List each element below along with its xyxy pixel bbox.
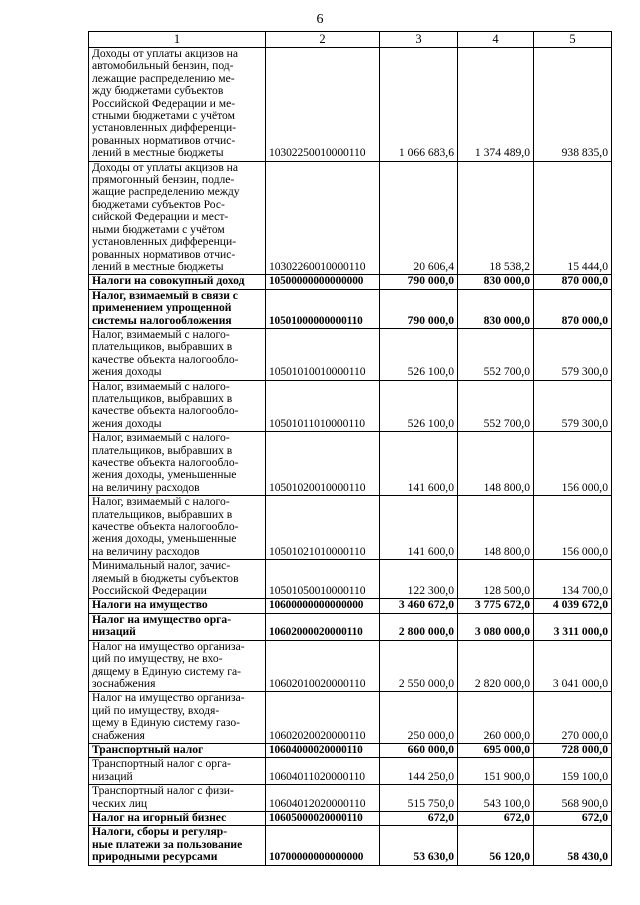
- page-number: 6: [316, 12, 324, 27]
- row-value-col5: 156 000,0: [534, 432, 612, 496]
- row-value-col4: 3 080 000,0: [458, 613, 534, 640]
- row-value-col4: 552 700,0: [458, 380, 534, 432]
- table-row: [89, 328, 612, 380]
- row-value-col4: 830 000,0: [458, 275, 534, 289]
- column-header: 2: [266, 32, 380, 48]
- row-value-col5: 870 000,0: [534, 275, 612, 289]
- row-value-col3: 515 750,0: [380, 785, 458, 812]
- table-row: [89, 560, 612, 599]
- column-header: 3: [380, 32, 458, 48]
- row-name-cell: Транспортный налог с физи- ческих лиц: [89, 785, 266, 812]
- row-value-col4: 830 000,0: [458, 289, 534, 328]
- row-value-col4: 18 538,2: [458, 161, 534, 275]
- row-name-cell: Налог на имущество организа- ций по имуществу, входя- щему в Единую систему газо- снабжения: [89, 692, 266, 744]
- row-value-col3: 141 600,0: [380, 432, 458, 496]
- row-value-col5: 4 039 672,0: [534, 599, 612, 613]
- row-value-col5: 938 835,0: [534, 48, 612, 162]
- row-value-col5: 270 000,0: [534, 692, 612, 744]
- column-header: 4: [458, 32, 534, 48]
- row-value-col5: 134 700,0: [534, 560, 612, 599]
- row-code-cell: 10700000000000000: [266, 826, 380, 865]
- row-value-col3: 141 600,0: [380, 496, 458, 560]
- row-name-cell: Налог на имущество орга- низаций: [89, 613, 266, 640]
- row-value-col3: 20 606,4: [380, 161, 458, 275]
- table-row: [89, 758, 612, 785]
- row-name-cell: Доходы от уплаты акцизов на прямогонный бензин, подле- жащие распределению между бюджетами субъектов Рос- сийской Федерации и мест- ными бюджетами с учётом установленных дифференци- рованных нормативов отчис- лений в местные бюджеты: [89, 161, 266, 275]
- row-value-col3: 53 630,0: [380, 826, 458, 865]
- row-value-col4: 151 900,0: [458, 758, 534, 785]
- row-value-col3: 3 460 672,0: [380, 599, 458, 613]
- table-row: [89, 496, 612, 560]
- table-row: [89, 811, 612, 825]
- row-name-cell: Налоги на совокупный доход: [89, 275, 266, 289]
- row-value-col5: 3 311 000,0: [534, 613, 612, 640]
- row-code-cell: 10501010010000110: [266, 328, 380, 380]
- table-header-row: [89, 32, 612, 48]
- row-code-cell: 10602010020000110: [266, 640, 380, 692]
- table-body: [89, 48, 612, 866]
- row-value-col4: 2 820 000,0: [458, 640, 534, 692]
- row-value-col3: 790 000,0: [380, 289, 458, 328]
- row-code-cell: 10604012020000110: [266, 785, 380, 812]
- row-code-cell: 10501021010000110: [266, 496, 380, 560]
- row-value-col4: 56 120,0: [458, 826, 534, 865]
- row-value-col5: 159 100,0: [534, 758, 612, 785]
- row-code-cell: 10501000000000110: [266, 289, 380, 328]
- row-code-cell: 10605000020000110: [266, 811, 380, 825]
- row-value-col3: 790 000,0: [380, 275, 458, 289]
- table-row: [89, 640, 612, 692]
- table-row: [89, 432, 612, 496]
- row-value-col5: 156 000,0: [534, 496, 612, 560]
- column-header: 1: [89, 32, 266, 48]
- row-value-col3: 526 100,0: [380, 328, 458, 380]
- table-row: [89, 48, 612, 162]
- row-value-col5: 728 000,0: [534, 743, 612, 757]
- table-row: [89, 289, 612, 328]
- row-value-col5: 672,0: [534, 811, 612, 825]
- row-code-cell: 10602020020000110: [266, 692, 380, 744]
- table-row: [89, 692, 612, 744]
- row-value-col3: 122 300,0: [380, 560, 458, 599]
- table-row: [89, 743, 612, 757]
- row-value-col5: 568 900,0: [534, 785, 612, 812]
- row-value-col5: 579 300,0: [534, 380, 612, 432]
- table-row: [89, 785, 612, 812]
- row-value-col3: 672,0: [380, 811, 458, 825]
- row-name-cell: Налог, взимаемый с налого- плательщиков, выбравших в качестве объекта налогообло- жения доходы: [89, 380, 266, 432]
- row-name-cell: Налог, взимаемый с налого- плательщиков, выбравших в качестве объекта налогообло- жения доходы, уменьшенные на величину расходов: [89, 496, 266, 560]
- row-value-col5: 15 444,0: [534, 161, 612, 275]
- row-name-cell: Доходы от уплаты акцизов на автомобильный бензин, под- лежащие распределению ме- жду бюджетами субъектов Российской Федерации и ме- стными бюджетами с учётом установленных дифференци- рованных нормативов отчис- лений в местные бюджеты: [89, 48, 266, 162]
- row-name-cell: Транспортный налог с орга- низаций: [89, 758, 266, 785]
- row-code-cell: 10501020010000110: [266, 432, 380, 496]
- row-code-cell: 10602000020000110: [266, 613, 380, 640]
- row-code-cell: 10604011020000110: [266, 758, 380, 785]
- row-code-cell: 10604000020000110: [266, 743, 380, 757]
- row-name-cell: Налоги, сборы и регуляр- ные платежи за пользование природными ресурсами: [89, 826, 266, 865]
- row-value-col3: 526 100,0: [380, 380, 458, 432]
- row-value-col3: 1 066 683,6: [380, 48, 458, 162]
- revenue-table: [88, 31, 612, 866]
- row-name-cell: Налог, взимаемый с налого- плательщиков, выбравших в качестве объекта налогообло- жения доходы: [89, 328, 266, 380]
- table-row: [89, 161, 612, 275]
- row-value-col4: 695 000,0: [458, 743, 534, 757]
- row-name-cell: Налог, взимаемый с налого- плательщиков, выбравших в качестве объекта налогообло- жения доходы, уменьшенные на величину расходов: [89, 432, 266, 496]
- row-name-cell: Транспортный налог: [89, 743, 266, 757]
- row-name-cell: Налоги на имущество: [89, 599, 266, 613]
- row-value-col5: 3 041 000,0: [534, 640, 612, 692]
- row-value-col4: 3 775 672,0: [458, 599, 534, 613]
- row-code-cell: 10302250010000110: [266, 48, 380, 162]
- row-value-col4: 128 500,0: [458, 560, 534, 599]
- row-value-col4: 260 000,0: [458, 692, 534, 744]
- table-row: [89, 380, 612, 432]
- row-code-cell: 10501011010000110: [266, 380, 380, 432]
- row-name-cell: Налог на имущество организа- ций по имуществу, не вхо- дящему в Единую систему га- зоснабжения: [89, 640, 266, 692]
- table-row: [89, 826, 612, 865]
- row-value-col4: 672,0: [458, 811, 534, 825]
- row-value-col3: 2 800 000,0: [380, 613, 458, 640]
- row-value-col3: 660 000,0: [380, 743, 458, 757]
- row-value-col5: 58 430,0: [534, 826, 612, 865]
- row-value-col3: 144 250,0: [380, 758, 458, 785]
- row-value-col5: 870 000,0: [534, 289, 612, 328]
- row-name-cell: Налог, взимаемый в связи с применением упрощенной системы налогообложения: [89, 289, 266, 328]
- row-value-col4: 148 800,0: [458, 496, 534, 560]
- row-value-col4: 543 100,0: [458, 785, 534, 812]
- row-value-col3: 250 000,0: [380, 692, 458, 744]
- row-name-cell: Минимальный налог, зачис- ляемый в бюджеты субъектов Российской Федерации: [89, 560, 266, 599]
- row-code-cell: 10600000000000000: [266, 599, 380, 613]
- row-value-col4: 1 374 489,0: [458, 48, 534, 162]
- column-header: 5: [534, 32, 612, 48]
- row-value-col4: 552 700,0: [458, 328, 534, 380]
- table-row: [89, 275, 612, 289]
- row-code-cell: 10302260010000110: [266, 161, 380, 275]
- row-value-col4: 148 800,0: [458, 432, 534, 496]
- row-value-col3: 2 550 000,0: [380, 640, 458, 692]
- table-row: [89, 599, 612, 613]
- row-code-cell: 10501050010000110: [266, 560, 380, 599]
- row-name-cell: Налог на игорный бизнес: [89, 811, 266, 825]
- table-row: [89, 613, 612, 640]
- row-value-col5: 579 300,0: [534, 328, 612, 380]
- row-code-cell: 10500000000000000: [266, 275, 380, 289]
